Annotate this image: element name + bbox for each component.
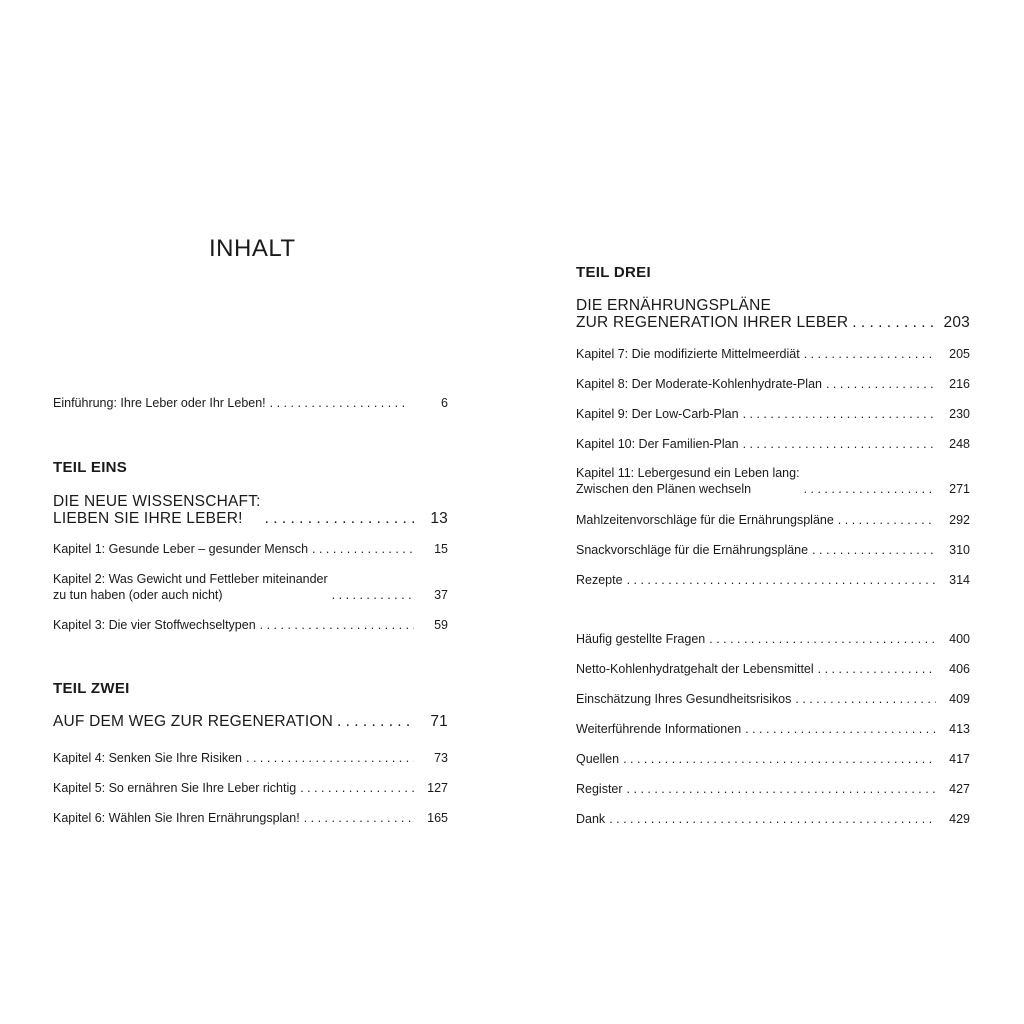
dot-leader: [260, 617, 414, 633]
toc-page-number: 413: [949, 722, 970, 736]
toc-entry-kapitel-4[interactable]: [53, 750, 448, 766]
toc-page-number: 73: [434, 751, 448, 765]
toc-entry-register[interactable]: [576, 781, 970, 797]
toc-page-number: 71: [430, 713, 448, 730]
toc-label: Weiterführende Informationen: [576, 722, 742, 736]
dot-leader: [812, 542, 936, 558]
dot-leader: [627, 572, 936, 588]
toc-entry-kapitel-8[interactable]: [576, 376, 970, 392]
toc-entry-faq[interactable]: [576, 631, 970, 647]
toc-entry-intro[interactable]: [53, 395, 448, 411]
toc-page-number: 216: [949, 377, 970, 391]
toc-label: Quellen: [576, 752, 620, 766]
toc-page-number: 127: [427, 781, 448, 795]
dot-leader: [627, 781, 936, 797]
toc-page-number: 6: [441, 396, 448, 410]
toc-page-number: 314: [949, 573, 970, 587]
toc-page-number: 409: [949, 692, 970, 706]
toc-entry-kapitel-11[interactable]: [576, 465, 970, 497]
toc-page-number: 37: [434, 588, 448, 602]
toc-page-number: 59: [434, 618, 448, 632]
toc-label: Netto-Kohlenhydratgehalt der Lebensmittel: [576, 662, 814, 676]
toc-entry-einschaetzung[interactable]: [576, 691, 970, 707]
toc-label: Kapitel 7: Die modifizierte Mittelmeerdiät: [576, 347, 800, 361]
toc-page-number: 271: [949, 482, 970, 496]
toc-entry-snacks[interactable]: [576, 542, 970, 558]
toc-label: Einschätzung Ihres Gesundheitsrisikos: [576, 692, 792, 706]
toc-label-line1: Kapitel 11: Lebergesund ein Leben lang:: [576, 466, 800, 480]
toc-label: Kapitel 9: Der Low-Carb-Plan: [576, 407, 739, 421]
toc-page-number: 400: [949, 632, 970, 646]
dot-leader: [312, 541, 414, 557]
toc-entry-netto[interactable]: [576, 661, 970, 677]
toc-entry-mahlzeiten[interactable]: [576, 512, 970, 528]
toc-entry-kapitel-9[interactable]: [576, 406, 970, 422]
toc-entry-kapitel-3[interactable]: [53, 617, 448, 633]
toc-page-number: 13: [430, 510, 448, 527]
toc-label-line1: DIE NEUE WISSENSCHAFT:: [53, 493, 261, 510]
toc-page-number: 248: [949, 437, 970, 451]
toc-page-number: 427: [949, 782, 970, 796]
dot-leader: [804, 481, 936, 497]
toc-label: Kapitel 3: Die vier Stoffwechseltypen: [53, 618, 256, 632]
toc-entry-weiterfuehrend[interactable]: [576, 721, 970, 737]
toc-label: Register: [576, 782, 623, 796]
toc-label: Dank: [576, 812, 606, 826]
toc-label: Kapitel 4: Senken Sie Ihre Risiken: [53, 751, 242, 765]
toc-entry-kapitel-1[interactable]: [53, 541, 448, 557]
toc-page-number: 230: [949, 407, 970, 421]
toc-entry-part-2[interactable]: [53, 713, 448, 730]
dot-leader: [838, 512, 936, 528]
toc-label: Snackvorschläge für die Ernährungspläne: [576, 543, 809, 557]
toc-entry-rezepte[interactable]: [576, 572, 970, 588]
toc-page-number: 310: [949, 543, 970, 557]
toc-label: Kapitel 8: Der Moderate-Kohlenhydrate-Plan: [576, 377, 822, 391]
dot-leader: [745, 721, 936, 737]
toc-page-number: 406: [949, 662, 970, 676]
toc-page-number: 292: [949, 513, 970, 527]
toc-label-line1: DIE ERNÄHRUNGSPLÄNE: [576, 297, 772, 314]
toc-label-line2: Zwischen den Plänen wechseln: [576, 482, 752, 496]
dot-leader: [743, 436, 936, 452]
toc-entry-part-3[interactable]: [576, 297, 970, 331]
toc-label: Kapitel 10: Der Familien-Plan: [576, 437, 739, 451]
toc-label: Kapitel 6: Wählen Sie Ihren Ernährungsplan!: [53, 811, 300, 825]
toc-entry-part-1[interactable]: [53, 493, 448, 527]
dot-leader: [743, 406, 936, 422]
dot-leader: [270, 395, 404, 411]
toc-page-number: 417: [949, 752, 970, 766]
dot-leader: [818, 661, 936, 677]
dot-leader: [826, 376, 936, 392]
toc-label-line1: Kapitel 2: Was Gewicht und Fettleber miteinander: [53, 572, 328, 586]
toc-entry-kapitel-7[interactable]: [576, 346, 970, 362]
toc-entry-dank[interactable]: [576, 811, 970, 827]
toc-label-line2: zu tun haben (oder auch nicht): [53, 588, 223, 602]
toc-label: Häufig gestellte Fragen: [576, 632, 706, 646]
toc-label: Einführung: Ihre Leber oder Ihr Leben!: [53, 396, 266, 410]
dot-leader: [804, 346, 936, 362]
dot-leader: [337, 713, 414, 730]
part-heading-teil-drei: TEIL DREI: [576, 264, 651, 281]
dot-leader: [246, 750, 414, 766]
toc-entry-kapitel-10[interactable]: [576, 436, 970, 452]
dot-leader: [332, 587, 414, 603]
toc-label: Kapitel 1: Gesunde Leber – gesunder Mensch: [53, 542, 309, 556]
dot-leader: [300, 780, 414, 796]
toc-page-number: 429: [949, 812, 970, 826]
toc-entry-kapitel-5[interactable]: [53, 780, 448, 796]
toc-entry-kapitel-2[interactable]: [53, 571, 448, 603]
dot-leader: [795, 691, 936, 707]
toc-page-number: 15: [434, 542, 448, 556]
toc-label-line2: ZUR REGENERATION IHRER LEBER: [576, 314, 849, 331]
toc-label: AUF DEM WEG ZUR REGENERATION: [53, 713, 334, 730]
part-heading-teil-zwei: TEIL ZWEI: [53, 680, 130, 697]
toc-entry-kapitel-6[interactable]: [53, 810, 448, 826]
dot-leader: [852, 314, 936, 331]
toc-page-number: 203: [943, 314, 970, 331]
toc-page-number: 205: [949, 347, 970, 361]
toc-label: Kapitel 5: So ernähren Sie Ihre Leber richtig: [53, 781, 297, 795]
part-heading-teil-eins: TEIL EINS: [53, 459, 128, 476]
dot-leader: [609, 811, 936, 827]
page-title: INHALT: [209, 235, 296, 262]
toc-label: Mahlzeitenvorschläge für die Ernährungspläne: [576, 513, 834, 527]
dot-leader: [623, 751, 936, 767]
toc-label: Rezepte: [576, 573, 623, 587]
dot-leader: [709, 631, 936, 647]
dot-leader: [265, 510, 414, 527]
toc-page-number: 165: [427, 811, 448, 825]
dot-leader: [304, 810, 414, 826]
toc-label-line2: LIEBEN SIE IHRE LEBER!: [53, 510, 243, 527]
toc-entry-quellen[interactable]: [576, 751, 970, 767]
